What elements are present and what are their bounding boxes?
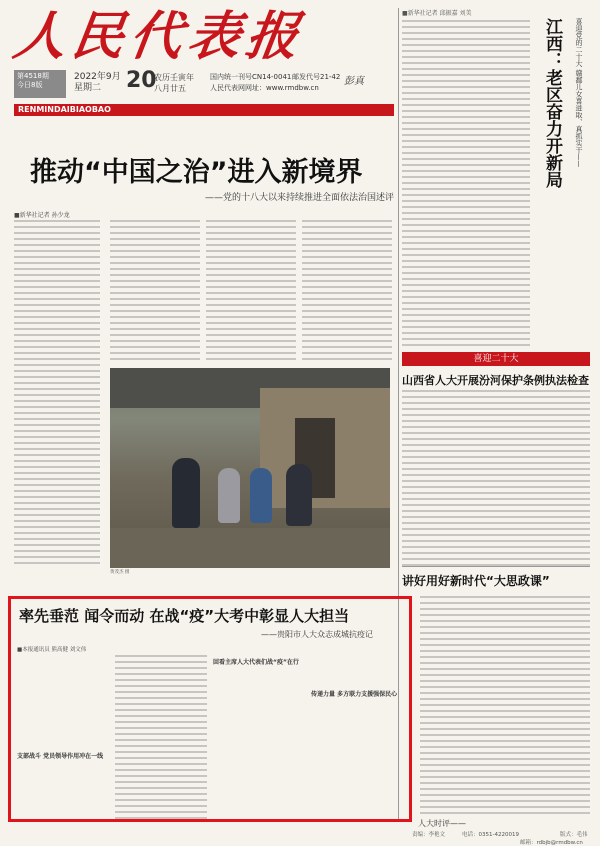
feature-text-col3: 回看主席人大代表们战“疫”在行 <box>213 659 299 666</box>
feature-text-col4: 传递力量 多方联力支援强保民心 <box>311 691 398 698</box>
lead-headline: 推动“中国之治”进入新境界 <box>30 157 363 188</box>
section-title-shanxi: 山西省人大开展汾河保护条例执法检查 <box>402 374 589 387</box>
signature: 彭真 <box>344 76 364 87</box>
feature-subhead: ——贵阳市人大众志成城抗疫记 <box>261 630 373 639</box>
lead-subhead: ——党的十八大以来持续推进全面依法治国述评 <box>205 193 395 203</box>
ribbon-banner: 喜迎二十大 <box>402 352 590 366</box>
masthead-logo: 人民代表报 <box>9 6 309 67</box>
next-section-label: 人大时评—— <box>418 819 466 828</box>
feature-text-col2 <box>115 655 207 819</box>
publication-code: 国内统一刊号CN14-0041 人民代表网网址：www.rmdbw.cn <box>210 73 319 92</box>
date: 2022年9月 星期二 <box>74 72 121 93</box>
sidebar-byline: ■新华社记者 邱振嘉 刘美 <box>402 10 472 17</box>
sidebar-vertical-title: 喜迎党的二十大 赣鄱儿女喜进取、真抓实干—— 江西：老区奋力开新局 <box>542 18 583 188</box>
lead-text-col4 <box>302 220 392 360</box>
divider <box>402 566 590 567</box>
news-photo <box>110 368 390 568</box>
postal-code: 邮发代号21-42 <box>292 73 341 81</box>
day-number: 20 <box>126 68 157 93</box>
pinyin-banner: RENMINDAIBIAOBAO <box>14 104 394 116</box>
feature-text-col1: 支部战斗 党员领导作用冲在一线 <box>17 753 104 760</box>
sidebar-text <box>402 20 530 350</box>
feature-headline: 率先垂范 闻令而动 在战“疫”大考中彰显人大担当 <box>19 607 350 625</box>
feature-story-box <box>8 596 412 822</box>
issue-info-bar <box>14 70 394 100</box>
feature-byline: ■本报通讯员 熊高健 刘文伟 <box>17 647 87 653</box>
sizheng-text <box>420 596 590 818</box>
photo-caption: 黄茂杰 摄 <box>110 570 130 575</box>
masthead <box>9 6 394 67</box>
lead-text-col1 <box>14 220 100 566</box>
lead-byline: ■新华社记者 孙少龙 <box>14 212 70 219</box>
section-title-sizheng: 讲好用好新时代“大思政课” <box>402 574 550 588</box>
lunar-date: 农历壬寅年 八月廿五 <box>154 73 194 93</box>
lead-text-col2 <box>110 220 200 360</box>
page-footer: 责编：李艳文 电话：0351-4220019 邮箱：rdbjb@rmdbw.cn 版式：毛伟 <box>412 832 588 846</box>
lead-text-col3 <box>206 220 296 360</box>
issue-number: 第4518期 今日8版 <box>14 70 66 98</box>
sidebar-story <box>402 8 590 348</box>
shanxi-text <box>402 390 590 566</box>
